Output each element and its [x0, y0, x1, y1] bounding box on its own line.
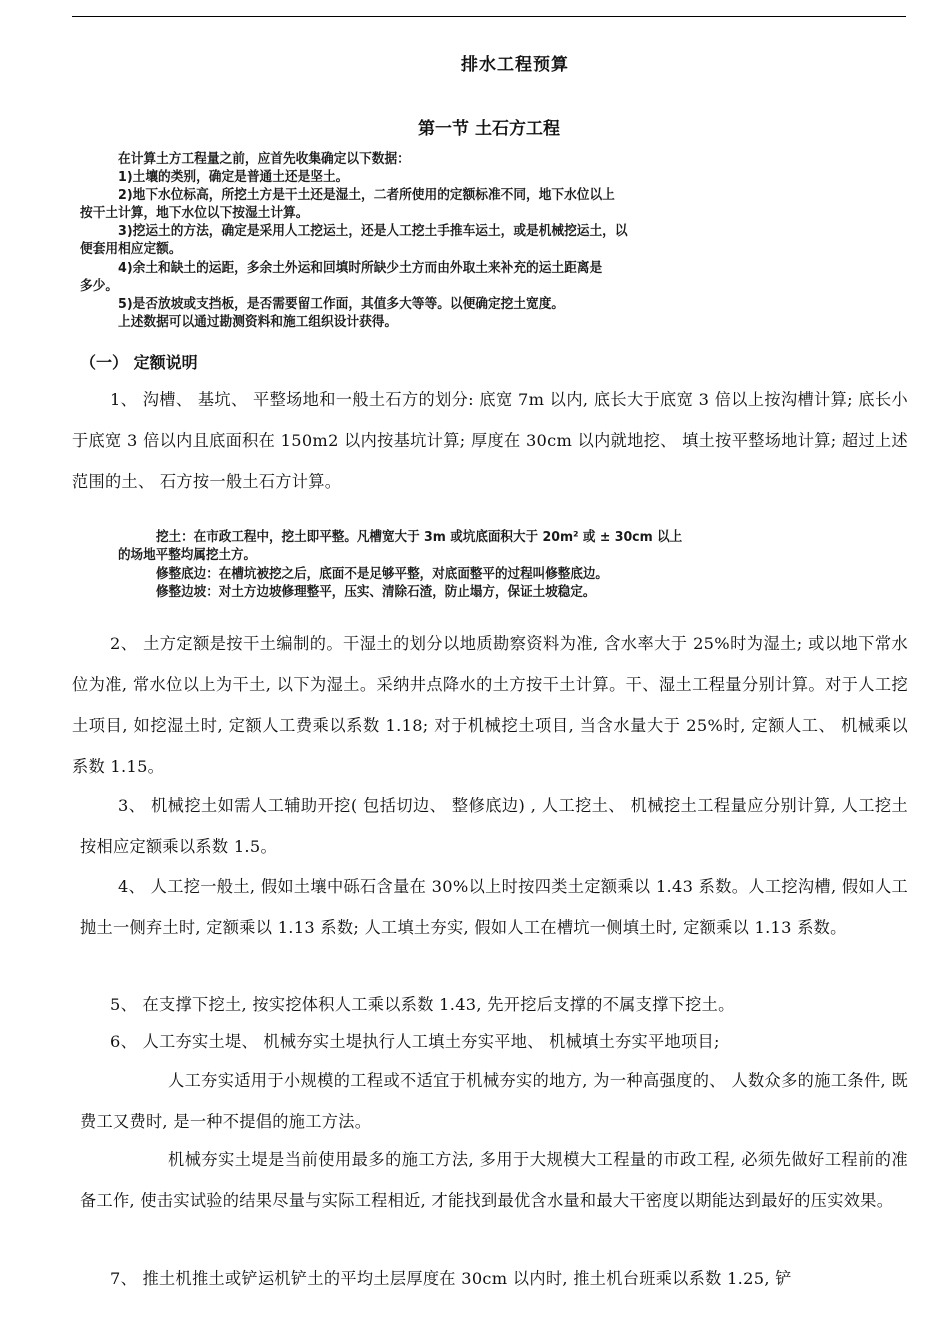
- paragraph-9: 7、 推土机推土或铲运机铲土的平均土层厚度在 30cm 以内时, 推土机台班乘以系数 1.25, 铲: [110, 1269, 792, 1288]
- paragraph-8: 机械夯实土堤是当前使用最多的施工方法, 多用于大规模大工程量的市政工程, 必须先做好工程前的准备工作, 使击实试验的结果尽量与实际工程相近, 才能找到最优含水量和最大干密度以期能达到最好的压实效果。: [80, 1150, 908, 1210]
- paragraph-4: 4、 人工挖一般土, 假如土壤中砾石含量在 30%以上时按四类土定额乘以 1.43 系数。人工挖沟槽, 假如人工抛土一侧弃土时, 定额乘以 1.13 系数; 人工填土夯实, 假如人工在槽坑一侧填土时, 定额乘以 1.13 系数。: [80, 877, 908, 937]
- scan-line: 的场地平整均属挖土方。: [118, 547, 257, 563]
- scan-line: 5)是否放坡或支挡板，是否需要留工作面，其值多大等等。以便确定挖土宽度。: [118, 296, 565, 312]
- paragraph-5: 5、 在支撑下挖土, 按实挖体积人工乘以系数 1.43, 先开挖后支撑的不属支撑下挖土。: [110, 995, 735, 1014]
- paragraph-3: 3、 机械挖土如需人工辅助开挖( 包括切边、 整修底边) , 人工挖土、 机械挖土工程量应分别计算, 人工挖土按相应定额乘以系数 1.5。: [80, 796, 908, 856]
- scan-line: 修整底边：在槽坑被挖之后，底面不是足够平整，对底面整平的过程叫修整底边。: [156, 566, 608, 582]
- scan-line: 3)挖运土的方法，确定是采用人工挖运土，还是人工挖土手推车运土，或是机械挖运土，以: [118, 223, 628, 239]
- scan-line: 便套用相应定额。: [80, 241, 182, 257]
- scan-line: 修整边坡：对土方边坡修理整平，压实、清除石渣，防止塌方，保证土坡稳定。: [156, 584, 596, 600]
- scan-line: 1)土壤的类别，确定是普通土还是坚土。: [118, 169, 349, 185]
- section-title: 第一节 土石方工程: [418, 119, 560, 139]
- scan-line: 4)余土和缺土的运距，多余土外运和回填时所缺少土方而由外取土来补充的运土距离是: [118, 260, 603, 276]
- scan-line: 上述数据可以通过勘测资料和施工组织设计获得。: [118, 314, 398, 330]
- paragraph-2: 2、 土方定额是按干土编制的。干湿土的划分以地质勘察资料为准, 含水率大于 25%时为湿土; 或以地下常水位为准, 常水位以上为干土, 以下为湿土。采纳井点降水的土方按干土计算。干、湿土工程量分别计算。对于人工挖土项目, 如挖湿土时, 定额人工费乘以系数 1.18; 对于机械挖土项目, 当含水量大于 25%时, 定额人工、 机械乘以系数 1.15。: [72, 634, 908, 776]
- paragraph-6: 6、 人工夯实土堤、 机械夯实土堤执行人工填土夯实平地、 机械填土夯实平地项目;: [110, 1032, 720, 1051]
- subsection-heading: （一） 定额说明: [80, 353, 198, 372]
- header-rule: [72, 16, 906, 17]
- scan-line: 2)地下水位标高，所挖土方是干土还是湿土，二者所使用的定额标准不同，地下水位以上: [118, 187, 615, 203]
- scan-line: 在计算土方工程量之前，应首先收集确定以下数据：: [118, 151, 410, 167]
- scan-line: 按干土计算，地下水位以下按湿土计算。: [80, 205, 309, 221]
- paragraph-7: 人工夯实适用于小规模的工程或不适宜于机械夯实的地方, 为一种高强度的、 人数众多的施工条件, 既费工又费时, 是一种不提倡的施工方法。: [80, 1071, 908, 1131]
- scan-line: 多少。: [80, 278, 119, 294]
- paragraph-1: 1、 沟槽、 基坑、 平整场地和一般土石方的划分: 底宽 7m 以内, 底长大于底宽 3 倍以上按沟槽计算; 底长小于底宽 3 倍以内且底面积在 150m2 以内按基坑计算; 厚度在 30cm 以内就地挖、 填土按平整场地计算; 超过上述范围的土、 石方按一般土石方计算。: [72, 390, 908, 491]
- scan-line: 挖土：在市政工程中，挖土即平整。凡槽宽大于 3m 或坑底面积大于 20m² 或 ± 30cm 以上: [156, 529, 683, 545]
- document-title: 排水工程预算: [461, 55, 569, 75]
